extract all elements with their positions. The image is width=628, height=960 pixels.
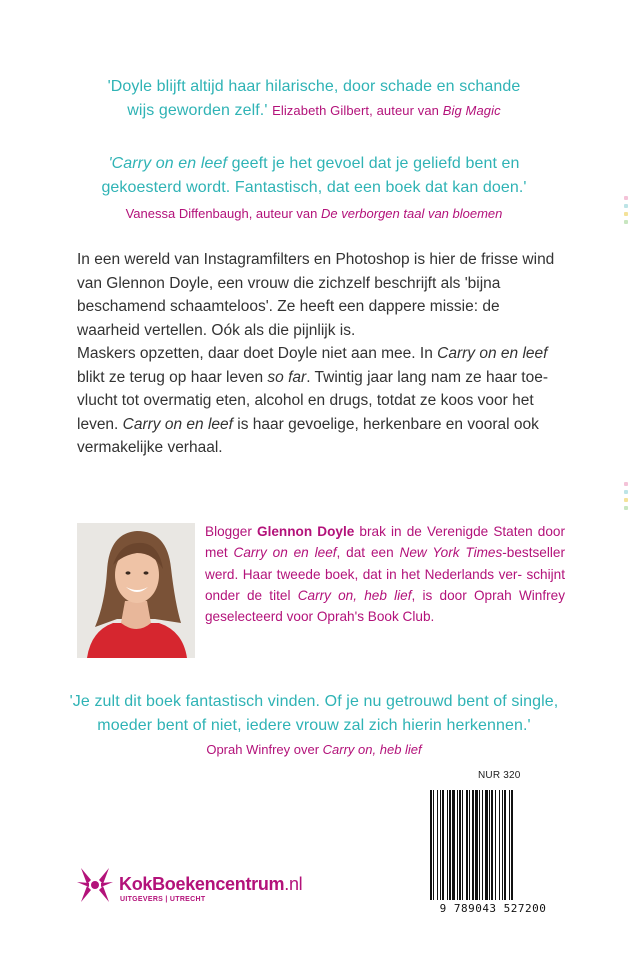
book-title: Carry on en leef [233, 545, 337, 561]
barcode-bar [504, 790, 506, 900]
barcode-bar [485, 790, 488, 900]
newspaper-title: New York Times [399, 545, 503, 561]
barcode-bar [447, 790, 448, 900]
quote-attribution [272, 103, 501, 118]
barcode-bar [495, 790, 496, 900]
text-run: Maskers opzetten, daar doet Doyle niet aan mee. In [77, 345, 438, 362]
description-paragraph-1: In een wereld van Instagramfilters en Photoshop is hier de frisse wind van Glennon Doyle, een vrouw die zichzelf beschrijft als 'bijna beschamend schaamteloos'. Ze heeft een dappere missie: de waarheid vertellen. Oók als die pijnlijk is. [77, 251, 555, 339]
barcode-bar [433, 790, 434, 900]
quote-text [60, 75, 568, 123]
barcode-bar [437, 790, 438, 900]
attribution-name: Elizabeth Gilbert, auteur van [272, 103, 439, 118]
publisher-name-main: KokBoekencentrum [119, 874, 285, 894]
publisher-domain: .nl [284, 874, 303, 894]
publisher-name [119, 874, 302, 895]
barcode-bar [479, 790, 480, 900]
barcode-bar [511, 790, 513, 900]
barcode-bar [472, 790, 474, 900]
barcode-bar [475, 790, 478, 900]
quote-text [60, 690, 568, 738]
publisher-star-icon [75, 862, 115, 908]
quote-line: 'Doyle blijft altijd haar hilarische, door schade en schande [107, 78, 521, 95]
quote-book-title: 'Carry on en leef [108, 155, 228, 172]
text-run: brak in de Verenigde Staten door met [205, 524, 565, 561]
barcode-bar [482, 790, 483, 900]
isbn-number: 9 789043 527200 [439, 902, 547, 915]
barcode-bar [452, 790, 455, 900]
text-run: blikt ze terug op haar leven [77, 368, 268, 386]
quote-attribution [60, 204, 568, 224]
publisher-subtitle: UITGEVERS | UTRECHT [120, 896, 206, 903]
italic-phrase: so far [267, 368, 307, 386]
text-run: -bestseller werd. Haar tweede boek, dat in het Nederlands ver- schijnt onder de titel [205, 545, 565, 603]
quote-line: moeder bent of niet, iedere vrouw zal zich hierin herkennen.' [97, 717, 531, 734]
text-run: , is door Oprah Winfrey geselecteerd voor Oprah's Book Club. [205, 587, 566, 625]
book-title: Carry on en leef [122, 415, 233, 433]
author-bio [205, 521, 565, 627]
edge-decoration [622, 196, 628, 228]
quote-attribution [60, 740, 568, 760]
description-paragraph-2 [77, 342, 555, 460]
publisher-logo [75, 862, 305, 912]
text-run: , dat een [336, 545, 400, 561]
barcode-bar [466, 790, 468, 900]
attribution-name: Vanessa Diffenbaugh, auteur van [125, 206, 318, 221]
attribution-title: Carry on, heb lief [322, 742, 422, 757]
barcode-bar [491, 790, 493, 900]
barcode-bar [440, 790, 441, 900]
attribution-title: De verborgen taal van bloemen [321, 206, 503, 221]
isbn-barcode [428, 790, 558, 900]
quote-line: 'Je zult dit boek fantastisch vinden. Of je nu getrouwd bent of single, [69, 693, 559, 710]
barcode-bar [469, 790, 470, 900]
barcode-bar [499, 790, 500, 900]
author-photo [77, 523, 195, 658]
text-run: . Twintig jaar lang nam ze haar toe- vlucht tot overmatig eten, alcohol en drugs, totdat ze koos voor het leven. [77, 368, 549, 433]
book-title: Carry on, heb lief [297, 587, 412, 603]
barcode-bar [459, 790, 461, 900]
text-run: is haar gevoelige, herkenbare en vooral ook vermakelijke verhaal. [77, 415, 539, 457]
quote-oprah [60, 690, 568, 760]
quote-gilbert [60, 75, 568, 123]
quote-line: gekoesterd wordt. Fantastisch, dat een boek dat kan doen.' [101, 179, 527, 196]
barcode-bar [457, 790, 458, 900]
nur-code: NUR 320 [478, 770, 521, 781]
barcode-bar [502, 790, 503, 900]
barcode-bar [449, 790, 451, 900]
barcode-bar [462, 790, 463, 900]
text-run: Blogger [205, 524, 257, 539]
quote-diffenbaugh [60, 152, 568, 224]
quote-text [60, 152, 568, 200]
barcode-bar [442, 790, 444, 900]
author-name: Glennon Doyle [257, 524, 355, 539]
edge-decoration [622, 482, 628, 514]
barcode-bar [509, 790, 510, 900]
book-title: Carry on en leef [437, 345, 548, 362]
attribution-name: Oprah Winfrey over [206, 742, 320, 757]
barcode-bar [489, 790, 490, 900]
quote-line: wijs geworden zelf.' [127, 102, 268, 119]
attribution-title: Big Magic [442, 103, 501, 118]
barcode-bar [430, 790, 432, 900]
quote-line: geeft je het gevoel dat je geliefd bent en [227, 155, 520, 172]
